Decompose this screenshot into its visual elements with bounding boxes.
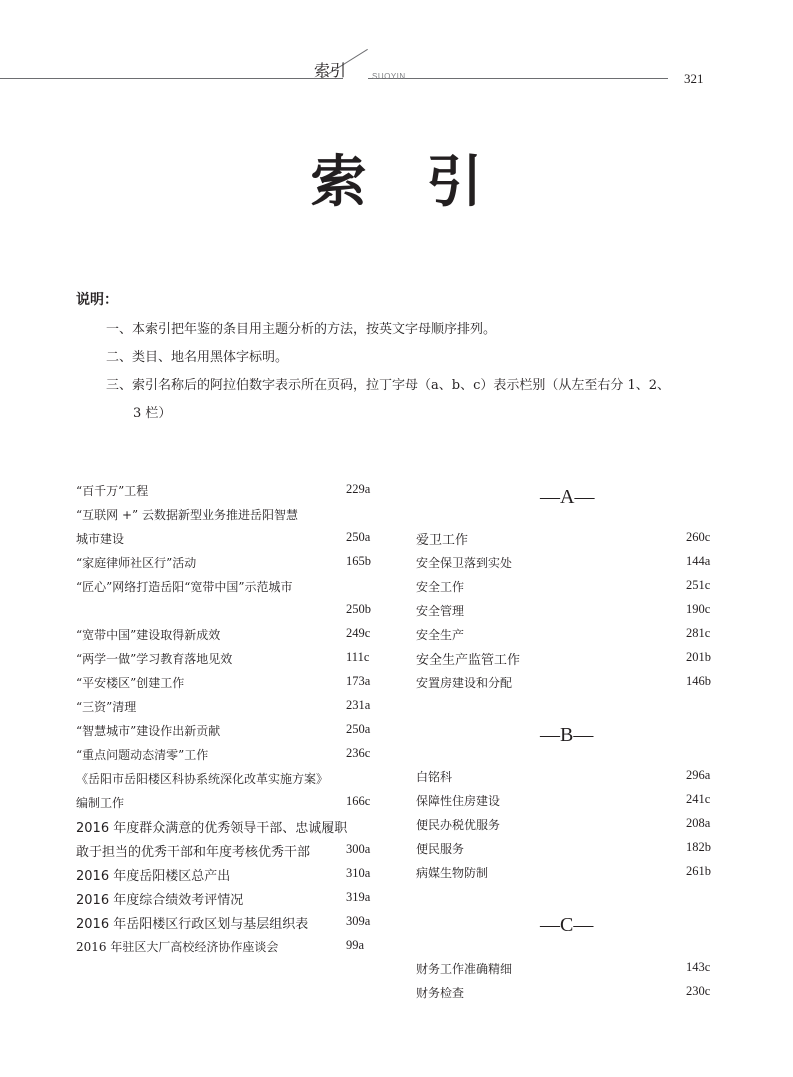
index-entry-text: 2016 年岳阳楼区行政区划与基层组织表 — [76, 917, 309, 932]
index-entry-page: 190c — [686, 602, 711, 616]
page-number: 321 — [684, 71, 704, 86]
index-entry-page: 230c — [686, 984, 711, 998]
index-entry-text: 病媒生物防制 — [416, 866, 489, 880]
index-entry-text: “三资”清理 — [76, 700, 137, 714]
index-entry-text: 敢于担当的优秀干部和年度考核优秀干部 — [76, 845, 311, 860]
index-entry-page: 250a — [346, 722, 371, 736]
note-item-3: 三、索引名称后的阿拉伯数字表示所在页码，拉丁字母（a、b、c）表示栏别（从左至右分 1、2、 — [106, 378, 671, 393]
notes-heading: 说明： — [76, 292, 118, 308]
index-entry-page: 260c — [686, 530, 711, 544]
index-entry-text: 城市建设 — [76, 532, 125, 546]
index-entry-text: “互联网 +” 云数据新型业务推进岳阳智慧 — [76, 508, 298, 522]
index-entry-page: 173a — [346, 674, 371, 688]
index-entry-page: 231a — [346, 698, 371, 712]
section-letter: —A— — [540, 486, 595, 508]
section-letter: —B— — [540, 724, 594, 746]
index-entry-text: 编制工作 — [76, 796, 125, 810]
index-entry-text: 财务检查 — [416, 986, 465, 1000]
index-entry-page: 251c — [686, 578, 711, 592]
index-entry-page: 296a — [686, 768, 711, 782]
index-entry-page: 281c — [686, 626, 711, 640]
index-entry-page: 319a — [346, 890, 371, 904]
index-entry-text: “重点问题动态清零”工作 — [76, 748, 209, 762]
note-item-3-cont: 3 栏） — [133, 406, 172, 421]
index-entry-text: 安置房建设和分配 — [416, 676, 513, 690]
index-entry-page: 309a — [346, 914, 371, 928]
index-entry-page: 144a — [686, 554, 711, 568]
index-entry-page: 229a — [346, 482, 371, 496]
index-entry-text: 2016 年度综合绩效考评情况 — [76, 893, 244, 908]
index-entry-text: 安全生产监管工作 — [416, 653, 521, 668]
index-entry-text: 2016 年驻区大厂高校经济协作座谈会 — [76, 940, 279, 954]
index-entry-page: 236c — [346, 746, 371, 760]
header-title: 索引 — [314, 61, 347, 80]
index-entry-text: 便民办税优服务 — [416, 818, 501, 832]
index-entry-page: 146b — [686, 674, 711, 688]
note-item-2: 二、类目、地名用黑体字标明。 — [106, 350, 289, 365]
index-entry-text: 爱卫工作 — [416, 533, 469, 548]
index-entry-page: 99a — [346, 938, 365, 952]
index-entry-text: “宽带中国”建设取得新成效 — [76, 628, 221, 642]
index-entry-page: 241c — [686, 792, 711, 806]
index-entry-text: 安全保卫落到实处 — [416, 556, 513, 570]
index-entry-text: “智慧城市”建设作出新贡献 — [76, 724, 221, 738]
index-entry-text: 2016 年度群众满意的优秀领导干部、忠诚履职 — [76, 821, 348, 836]
index-entry-page: 201b — [686, 650, 711, 664]
section-letter: —C— — [540, 914, 594, 936]
index-entry-text: 白铭科 — [416, 770, 453, 784]
index-entry-page: 310a — [346, 866, 371, 880]
index-entry-text: 安全管理 — [416, 604, 465, 618]
index-entry-page: 250b — [346, 602, 371, 616]
index-entry-text: “平安楼区”创建工作 — [76, 676, 185, 690]
index-entry-page: 250a — [346, 530, 371, 544]
index-entry-page: 111c — [346, 650, 370, 664]
index-entry-text: “两学一做”学习教育落地见效 — [76, 652, 233, 666]
page-title: 索引 — [310, 150, 543, 215]
index-entry-page: 165b — [346, 554, 371, 568]
index-entry-page: 166c — [346, 794, 371, 808]
header-pinyin: SUOYIN — [372, 72, 406, 81]
note-item-1: 一、本索引把年鉴的条目用主题分析的方法，按英文字母顺序排列。 — [106, 322, 497, 337]
index-entry-page: 300a — [346, 842, 371, 856]
index-entry-text: 财务工作准确精细 — [416, 962, 513, 976]
index-entry-text: 《岳阳市岳阳楼区科协系统深化改革实施方案》 — [76, 772, 329, 786]
index-entry-text: 2016 年度岳阳楼区总产出 — [76, 869, 231, 884]
index-entry-page: 261b — [686, 864, 711, 878]
index-entry-text: “百千万”工程 — [76, 484, 149, 498]
index-entry-text: “家庭律师社区行”活动 — [76, 556, 197, 570]
index-entry-page: 182b — [686, 840, 711, 854]
header-rule-left — [0, 78, 343, 79]
index-entry-text: 安全工作 — [416, 580, 465, 594]
index-entry-page: 208a — [686, 816, 711, 830]
index-entry-text: “匠心”网络打造岳阳“宽带中国”示范城市 — [76, 580, 293, 594]
header-rule-right — [368, 78, 668, 79]
index-entry-text: 安全生产 — [416, 628, 465, 642]
index-entry-text: 保障性住房建设 — [416, 794, 501, 808]
index-entry-page: 249c — [346, 626, 371, 640]
index-entry-text: 便民服务 — [416, 842, 465, 856]
index-entry-page: 143c — [686, 960, 711, 974]
